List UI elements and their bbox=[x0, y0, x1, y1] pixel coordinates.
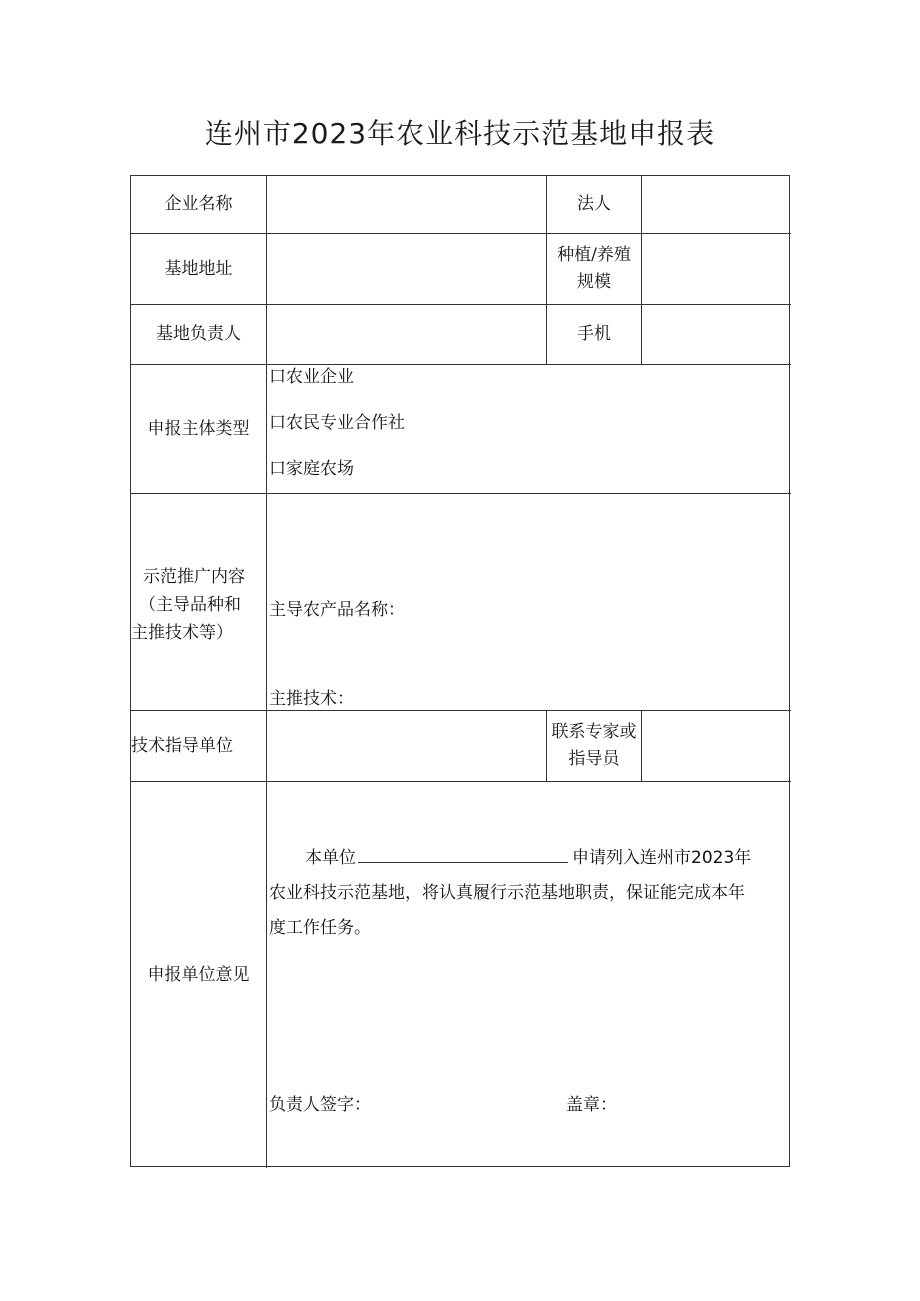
expert-label: 联系专家或 指导员 bbox=[551, 722, 637, 769]
tech-unit-field[interactable] bbox=[267, 711, 546, 781]
opinion-label: 申报单位意见 bbox=[147, 964, 250, 985]
seal-label: 盖章： bbox=[566, 1095, 617, 1115]
signature-label: 负责人签字： bbox=[269, 1095, 371, 1115]
main-product-label: 主导农产品名称： bbox=[269, 600, 405, 620]
row-divider bbox=[131, 493, 791, 494]
base-address-label: 基地地址 bbox=[164, 258, 233, 279]
legal-person-field[interactable] bbox=[642, 176, 790, 233]
legal-person-label: 法人 bbox=[577, 194, 611, 214]
company-name-label: 企业名称 bbox=[164, 194, 233, 214]
demo-content-label-line1: 示范推广内容 bbox=[143, 567, 245, 587]
tech-unit-label: 技术指导单位 bbox=[131, 735, 233, 756]
scale-field[interactable] bbox=[642, 234, 790, 304]
scale-label: 种植/养殖 规模 bbox=[557, 245, 631, 292]
demo-content-label-line2: （主导品种和 bbox=[139, 595, 241, 615]
application-form-table bbox=[130, 175, 790, 1167]
opinion-line1: 本单位 申请列入连州市2023年 bbox=[305, 842, 751, 872]
phone-field[interactable] bbox=[642, 305, 790, 364]
opinion-line3: 度工作任务。 bbox=[269, 918, 371, 938]
company-name-field[interactable] bbox=[267, 176, 546, 233]
option-agricultural-enterprise[interactable]: 口农业企业 bbox=[269, 367, 354, 387]
opinion-line2: 农业科技示范基地，将认真履行示范基地职责，保证能完成本年 bbox=[269, 883, 745, 903]
expert-field[interactable] bbox=[642, 711, 790, 781]
unit-name-blank[interactable] bbox=[358, 842, 568, 863]
demo-content-label-line3: 主推技术等） bbox=[131, 623, 233, 643]
base-manager-field[interactable] bbox=[267, 305, 546, 364]
main-tech-label: 主推技术： bbox=[269, 689, 354, 709]
option-family-farm[interactable]: 口家庭农场 bbox=[269, 459, 354, 479]
base-address-field[interactable] bbox=[267, 234, 546, 304]
page-title: 连州市2023年农业科技示范基地申报表 bbox=[204, 117, 716, 150]
phone-label: 手机 bbox=[577, 324, 611, 344]
base-manager-label: 基地负责人 bbox=[156, 324, 241, 344]
applicant-type-label: 申报主体类型 bbox=[147, 418, 250, 439]
option-farmer-cooperative[interactable]: 口农民专业合作社 bbox=[269, 413, 405, 433]
